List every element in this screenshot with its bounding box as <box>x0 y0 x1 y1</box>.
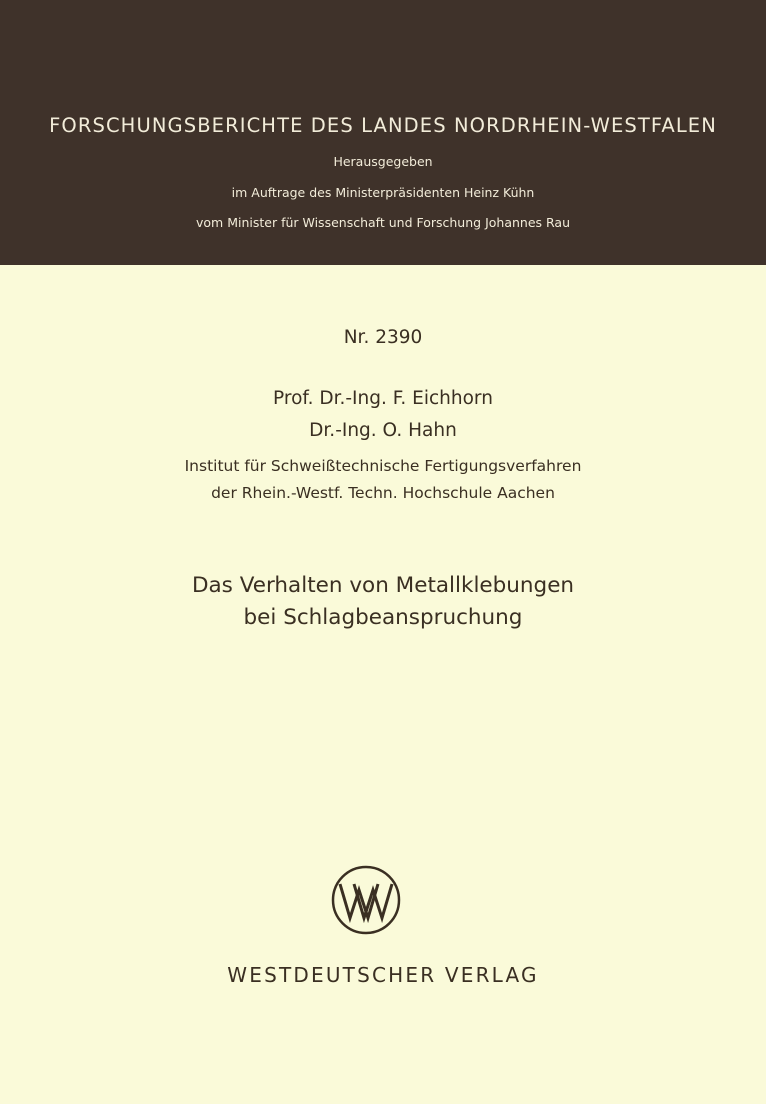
report-number: Nr. 2390 <box>343 327 423 348</box>
author-1: Prof. Dr.-Ing. F. Eichhorn <box>273 388 493 409</box>
editor-line-1: Herausgegeben <box>333 154 433 169</box>
institute-line-1: Institut für Schweißtechnische Fertigungsverfahren <box>184 457 582 475</box>
publisher-name: WESTDEUTSCHER VERLAG <box>227 963 539 987</box>
westdeutscher-verlag-logo-icon <box>330 864 402 936</box>
author-2: Dr.-Ing. O. Hahn <box>309 420 457 441</box>
book-title-line-2: bei Schlagbeanspruchung <box>243 605 523 630</box>
book-title-line-1: Das Verhalten von Metallklebungen <box>191 573 575 598</box>
institute-line-2: der Rhein.-Westf. Techn. Hochschule Aachen <box>211 484 555 502</box>
editor-line-2: im Auftrage des Ministerpräsidenten Heinz Kühn <box>231 185 535 200</box>
editor-line-3: vom Minister für Wissenschaft und Forschung Johannes Rau <box>196 215 570 230</box>
series-title: FORSCHUNGSBERICHTE DES LANDES NORDRHEIN-WESTFALEN <box>49 114 717 137</box>
header-band <box>0 0 766 265</box>
